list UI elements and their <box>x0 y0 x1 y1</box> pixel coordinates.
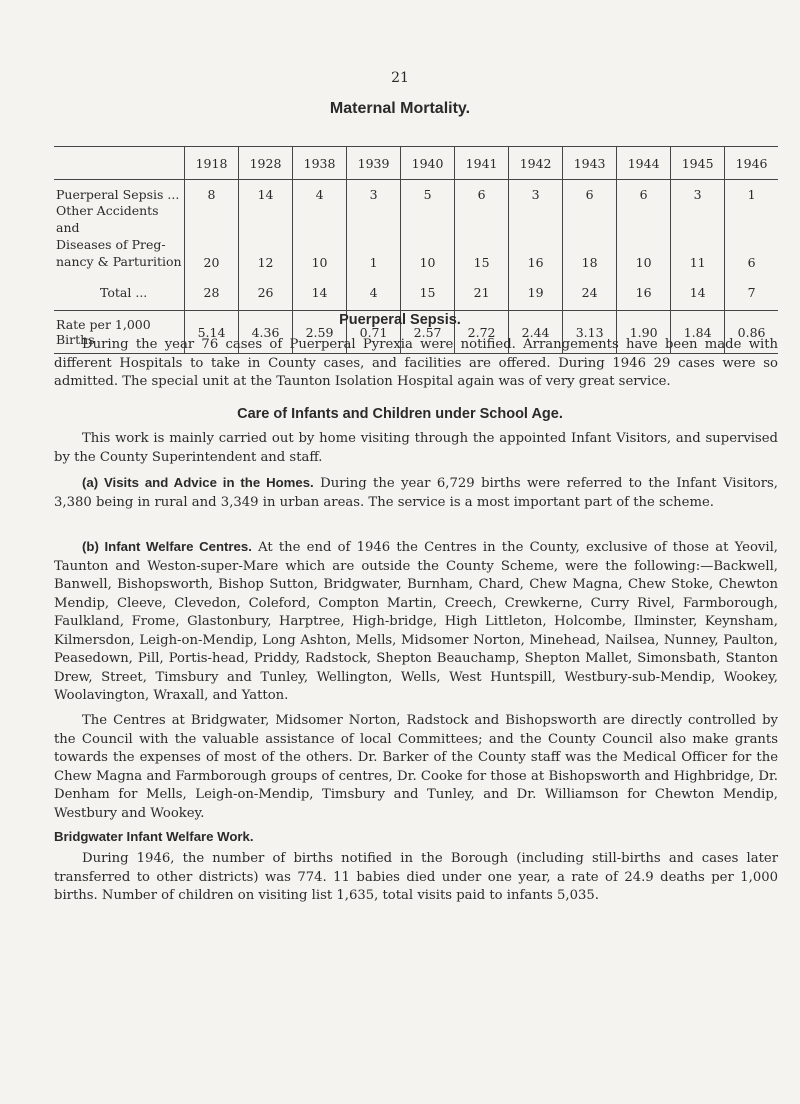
table-cell: 10 <box>617 202 671 274</box>
table-cell: 0.71 <box>347 311 401 354</box>
table-cell: 3.13 <box>563 311 617 354</box>
table-cell: 6 <box>617 180 671 203</box>
table-row <box>54 180 778 203</box>
table-cell: 15 <box>401 274 455 311</box>
table-cell: 14 <box>671 274 725 311</box>
year-header: 1945 <box>671 147 725 180</box>
table-cell: 26 <box>239 274 293 311</box>
table-cell: 14 <box>293 274 347 311</box>
table-cell: 2.72 <box>455 311 509 354</box>
table-cell: 6 <box>563 180 617 203</box>
table-cell: 28 <box>185 274 239 311</box>
table-cell: 6 <box>725 202 778 274</box>
visits-text: During the year 6,729 births were referred to the Infant Visitors, 3,380 being in rural and 3,349 in urban areas. The service is a most important part of the scheme. <box>54 476 778 510</box>
row-label-line: Diseases of Preg- <box>56 237 166 252</box>
table-cell: 10 <box>293 202 347 274</box>
year-header: 1944 <box>617 147 671 180</box>
paragraph-sepsis: During the year 76 cases of Puerperal Pyrexia were notified. Arrangements have been made with different Hospitals to take in County cases, and facilities are offered. During 1946 29 cases were so admitted. The special unit at the Taunton Isolation Hospital again was of very great service. <box>54 337 778 389</box>
subheading-bridgwater: Bridgwater Infant Welfare Work. <box>54 829 254 844</box>
table-header-row <box>54 147 778 180</box>
row-label: Total ... <box>54 274 185 311</box>
table-cell: 3 <box>347 180 401 203</box>
table-cell: 4 <box>293 180 347 203</box>
paragraph-bridgwater: During 1946, the number of births notified in the Borough (including still-births and cases later transferred to other districts) was 774. 11 babies died under one year, a rate of 24.9 deaths per 1,000 births. Number of children on visiting list 1,635, total visits paid to infants 5,035. <box>54 851 778 903</box>
table-cell: 10 <box>401 202 455 274</box>
table-cell: 4.36 <box>239 311 293 354</box>
row-label: Puerperal Sepsis ... <box>56 187 180 202</box>
year-header: 1928 <box>239 147 293 180</box>
year-header: 1946 <box>725 147 778 180</box>
paragraph-visits <box>54 474 778 512</box>
page-title: Maternal Mortality. <box>329 100 471 117</box>
year-header: 1942 <box>509 147 563 180</box>
table-cell: 8 <box>185 180 239 203</box>
table-cell: 0.86 <box>725 311 778 354</box>
table-cell: 19 <box>509 274 563 311</box>
table-cell: 24 <box>563 274 617 311</box>
table-cell: 16 <box>617 274 671 311</box>
row-label: Rate per 1,000 Births <box>54 311 185 354</box>
table-cell: 5 <box>401 180 455 203</box>
year-header: 1918 <box>185 147 239 180</box>
table-cell: 15 <box>455 202 509 274</box>
section-heading-care: Care of Infants and Children under School Age. <box>237 406 563 422</box>
table-cell: 16 <box>509 202 563 274</box>
table-header-corner <box>54 147 185 180</box>
table-cell: 2.57 <box>401 311 455 354</box>
table-cell: 14 <box>239 180 293 203</box>
paragraph-control: The Centres at Bridgwater, Midsomer Norton, Radstock and Bishopsworth are directly controlled by the Council with the valuable assistance of local Committees; and the County Council also make grants towards the expenses of most of the others. Dr. Barker of the County staff was the Medical Officer for the Chew Magna and Farmborough groups of centres, Dr. Cooke for those at Bishopsworth and Highbridge, Dr. Denham for Mells, Leigh-on-Mendip, Timsbury and Tunley, and Dr. Williamson for Chewton Mendip, Westbury and Wookey. <box>54 713 778 821</box>
subheading-visits: (a) Visits and Advice in the Homes. <box>82 475 314 490</box>
year-header: 1939 <box>347 147 401 180</box>
table-cell: 5.14 <box>185 311 239 354</box>
table-cell: 1.84 <box>671 311 725 354</box>
table-cell: 11 <box>671 202 725 274</box>
row-label-line: nancy & Parturition <box>56 254 182 269</box>
table-cell: 6 <box>455 180 509 203</box>
paragraph-care: This work is mainly carried out by home visiting through the appointed Infant Visitors, and supervised by the County Superintendent and staff. <box>54 431 778 465</box>
table-cell: 1.90 <box>617 311 671 354</box>
subheading-centres: (b) Infant Welfare Centres. <box>82 539 252 554</box>
table-cell: 2.59 <box>293 311 347 354</box>
section-heading-sepsis: Puerperal Sepsis. <box>339 312 461 328</box>
table-row <box>54 202 778 274</box>
year-header: 1941 <box>455 147 509 180</box>
table-cell: 2.44 <box>509 311 563 354</box>
paragraph-centres <box>54 538 778 706</box>
year-header: 1943 <box>563 147 617 180</box>
table-cell: 3 <box>509 180 563 203</box>
table-row-total <box>54 274 778 311</box>
row-label <box>54 202 185 274</box>
table-cell: 20 <box>185 202 239 274</box>
table-cell: 4 <box>347 274 401 311</box>
row-label-line: Other Accidents and <box>56 203 159 235</box>
table-cell: 3 <box>671 180 725 203</box>
centres-text: At the end of 1946 the Centres in the County, exclusive of those at Yeovil, Taunton and Weston-super-Mare which are outside the County Scheme, were the following:—Backwell, Banwell, Bishopsworth, Bishop Sutton, Bridgwater, Burnham, Chard, Chew Magna, Chew Stoke, Chewton Mendip, Cleeve, Clevedon, Coleford, Compton Martin, Creech, Crewkerne, Curry Rivel, Farmborough, Faulkland, Frome, Glastonbury, Harptree, High-bridge, High Littleton, Holcombe, Ilminster, Keynsham, Kilmersdon, Leigh-on-Mendip, Long Ashton, Mells, Midsomer Norton, Minehead, Nailsea, Nunney, Paulton, Peasedown, Pill, Portis-head, Priddy, Radstock, Shepton Beauchamp, Shepton Mallet, Simonsbath, Stanton Drew, Street, Timsbury and Tunley, Wellington, Wells, West Huntspill, Westbury-sub-Mendip, Wookey, Woolavington, Wraxall, and Yatton. <box>54 540 778 703</box>
page-number: 21 <box>391 70 409 86</box>
year-header: 1938 <box>293 147 347 180</box>
table-cell: 1 <box>347 202 401 274</box>
table-cell: 21 <box>455 274 509 311</box>
table-cell: 18 <box>563 202 617 274</box>
year-header: 1940 <box>401 147 455 180</box>
table-cell: 1 <box>725 180 778 203</box>
table-cell: 12 <box>239 202 293 274</box>
table-cell: 7 <box>725 274 778 311</box>
